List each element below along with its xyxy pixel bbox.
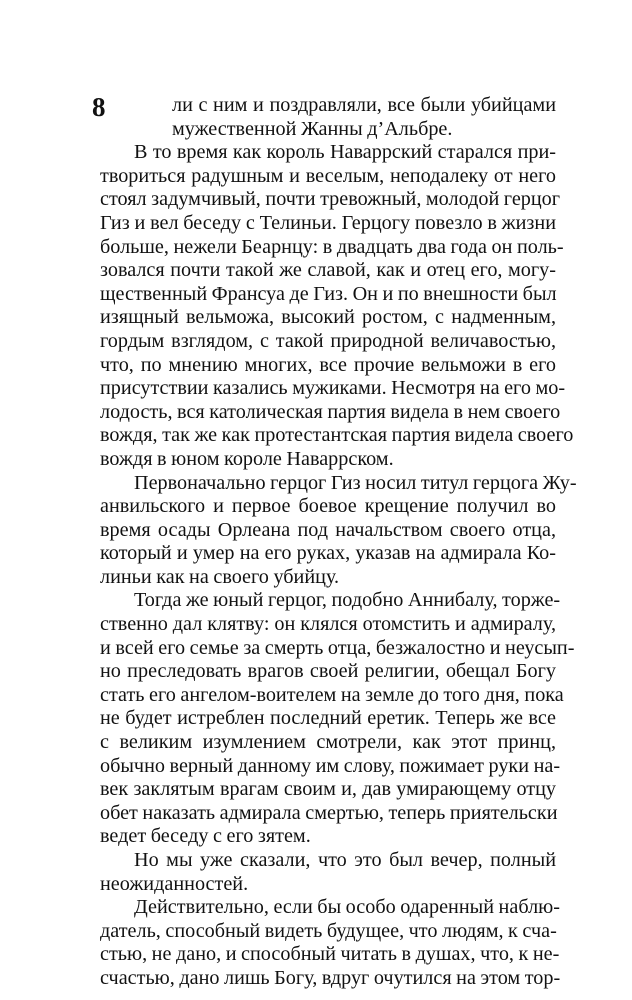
text-line: Первоначально герцог Гиз носил титул герцога Жу- — [134, 471, 577, 494]
text-line: мужественной Жанны д’Альбре. — [172, 117, 453, 140]
text-line: что, по мнению многих, все прочие вельможи в его — [100, 353, 556, 376]
text-line: Тогда же юный герцог, подобно Аннибалу, торже- — [134, 589, 561, 612]
text-line: щественный Франсуа де Гиз. Он и по внешности был — [100, 282, 557, 305]
text-line: ли с ним и поздравляли, все были убийцами — [172, 94, 556, 116]
text-line: вождя в юном короле Наваррском. — [100, 447, 394, 470]
text-line: время осады Орлеана под начальством своего отца, — [100, 518, 556, 541]
text-line: анвильского и первое боевое крещение получил во — [100, 495, 556, 518]
text-line: вождя, так же как протестантская партия видела своего — [100, 424, 574, 447]
text-line: стоял задумчивый, почти тревожный, молодой герцог — [100, 188, 561, 211]
text-line: ственно дал клятву: он клялся отомстить и адмиралу, — [100, 613, 556, 636]
page-number: 8 — [92, 92, 106, 122]
text-line: гордым взглядом, с такой природной величавостью, — [100, 329, 556, 352]
text-line: который и умер на его руках, указав на адмирала Ко- — [100, 542, 556, 565]
text-line: неожиданностей. — [100, 872, 249, 895]
text-line: но преследовать врагов своей религии, обещал Богу — [100, 660, 556, 683]
text-line: присутствии казались мужиками. Несмотря на его мо- — [100, 377, 566, 400]
text-line: и всей его семье за смерть отца, безжалостно и неусып- — [100, 636, 575, 659]
body-text — [100, 94, 577, 991]
text-line: В то время как король Наваррский старался при- — [134, 141, 556, 164]
text-line: обычно верный данному им слову, пожимает руки на- — [100, 754, 561, 777]
text-line: твориться радушным и веселым, неподалеку от него — [100, 164, 556, 187]
text-line: стать его ангелом-воителем на земле до того дня, пока — [100, 683, 564, 706]
text-line: не будет истреблен последний еретик. Теперь же все — [100, 707, 556, 730]
text-line: стью, не дано, и способный читать в душах, что, к не- — [100, 943, 560, 966]
text-line: век заклятым врагам своим и, дав умирающему отцу — [100, 778, 556, 801]
text-line: с великим изумлением смотрели, как этот принц, — [100, 731, 556, 754]
text-line: лодость, вся католическая партия видела в нем своего — [100, 400, 561, 423]
text-line: ведет беседу с его зятем. — [100, 825, 311, 848]
text-line: больше, нежели Беарнцу: в двадцать два года он поль- — [100, 235, 564, 258]
text-line: Но мы уже сказали, что это был вечер, полный — [134, 849, 556, 871]
text-line: Действительно, если бы особо одаренный наблю- — [134, 896, 560, 919]
text-line: линьи как на своего убийцу. — [100, 565, 340, 588]
text-line: датель, способный видеть будущее, что людям, к сча- — [100, 919, 557, 942]
text-line: Гиз и вел беседу с Телиньи. Герцогу повезло в жизни — [100, 211, 556, 234]
text-line: счастью, дано лишь Богу, вдруг очутился на этом тор- — [100, 966, 561, 989]
text-line: изящный вельможа, высокий ростом, с надменным, — [100, 306, 556, 329]
text-line: обет наказать адмирала смертью, теперь приятельски — [100, 801, 558, 824]
text-line: зовался почти такой же славой, как и отец его, могу- — [100, 259, 556, 282]
